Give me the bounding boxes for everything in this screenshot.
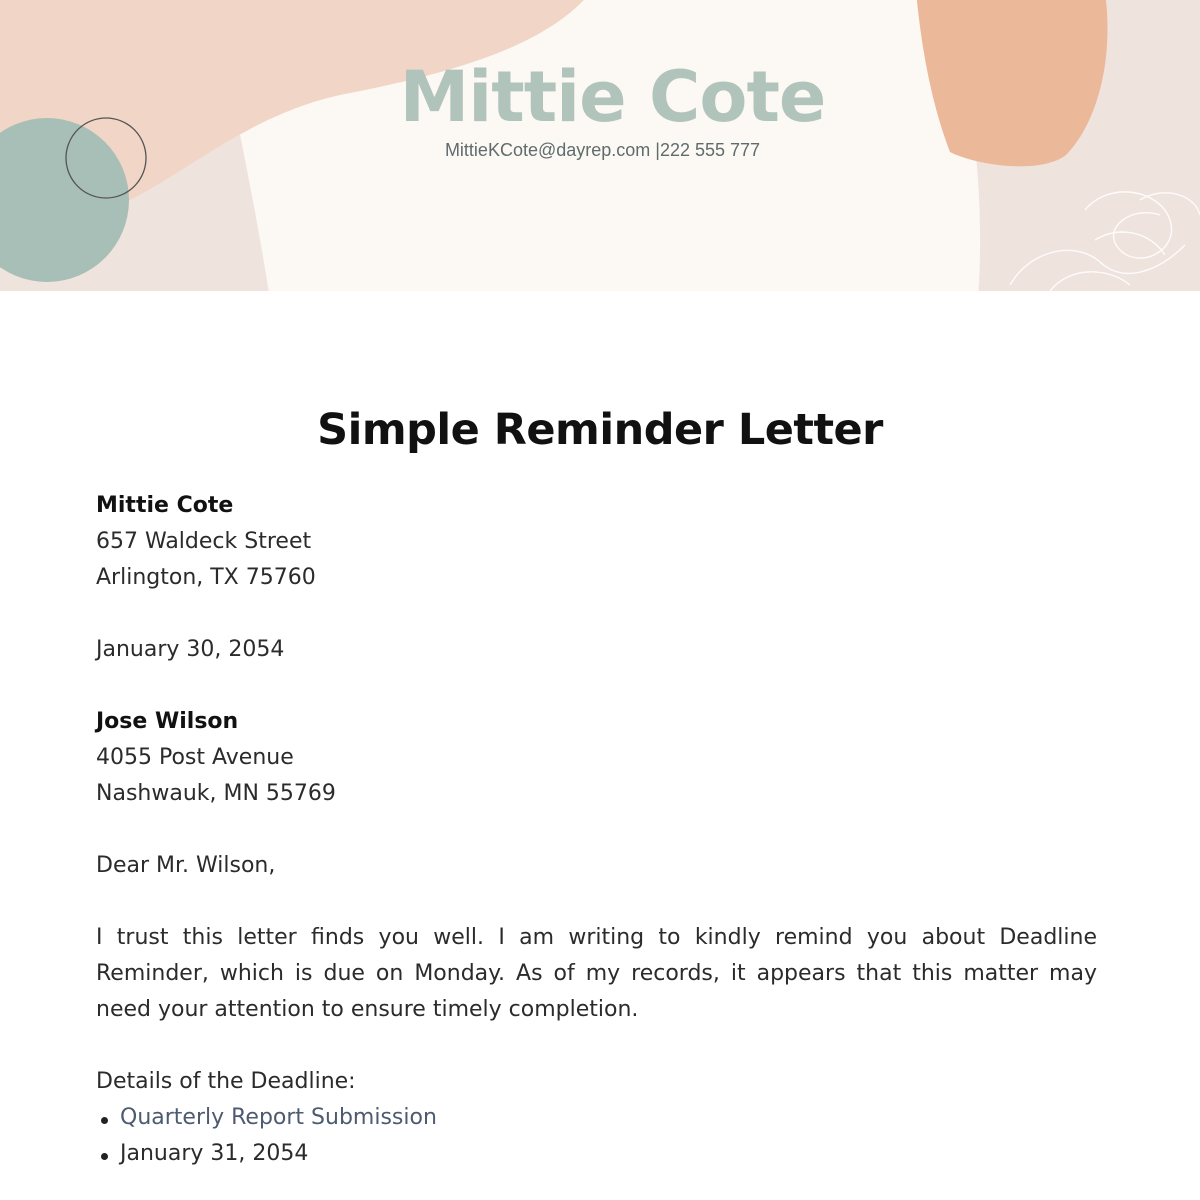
sender-name: Mittie Cote [96,493,234,518]
letter-date: January 30, 2054 [96,637,285,662]
bullet-icon [101,1153,108,1160]
recipient-street: 4055 Post Avenue [96,745,294,770]
letter-body [96,488,1097,1172]
brand-contact: MittieKCote@dayrep.com |222 555 777 [444,140,761,160]
recipient-block [96,704,1097,812]
bullet-icon [101,1117,108,1124]
list-item [96,1100,1097,1136]
details-list [96,1100,1097,1172]
brand-name: Mittie Cote [399,56,826,138]
details-item-date: January 31, 2054 [120,1141,309,1166]
details-heading: Details of the Deadline: [96,1069,356,1094]
recipient-city: Nashwauk, MN 55769 [96,781,336,806]
sender-street: 657 Waldeck Street [96,529,312,554]
salutation: Dear Mr. Wilson, [96,853,276,878]
page-title: Simple Reminder Letter [317,405,883,455]
letterhead [0,0,1200,291]
list-item [96,1136,1097,1172]
details-item-task[interactable]: Quarterly Report Submission [120,1105,437,1130]
body-paragraph: I trust this letter finds you well. I am writing to kindly remind you about Deadline Reminder, which is due on Monday. As of my records, it appears that this matter may need your attention to ensure timely completion. [96,925,1097,1022]
sender-block [96,488,1097,596]
sender-city: Arlington, TX 75760 [96,565,316,590]
recipient-name: Jose Wilson [96,709,239,734]
